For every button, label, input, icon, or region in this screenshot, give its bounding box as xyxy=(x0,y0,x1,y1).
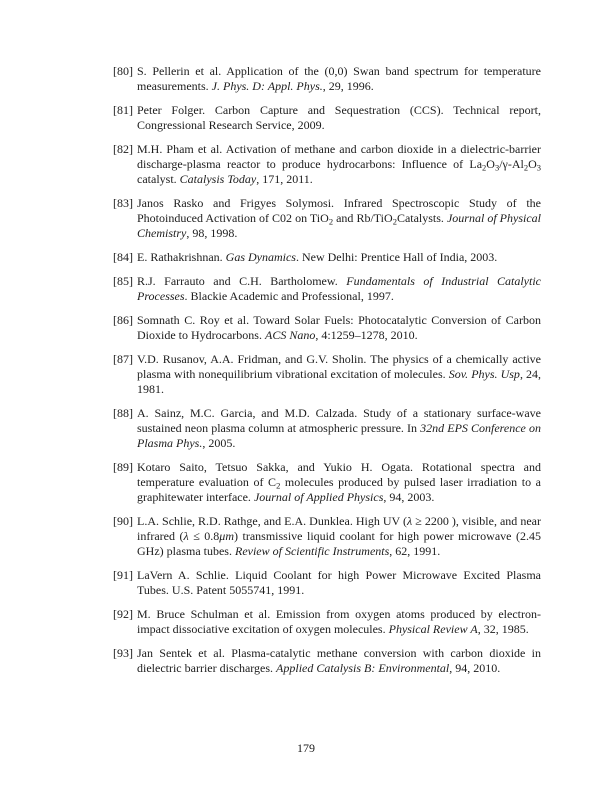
italic-text: ACS Nano xyxy=(264,328,316,342)
reference-item xyxy=(113,250,541,265)
text-run: Somnath C. Roy et al. Toward Solar Fuels: Photocatalytic Conversion of Carbon Dioxide to Hydrocarbons. xyxy=(137,313,541,342)
subscript-text: 2 xyxy=(523,162,529,173)
reference-label: [85] xyxy=(113,274,133,288)
italic-text: Journal of Applied Physics xyxy=(253,490,384,504)
text-run: and Rb/TiO xyxy=(333,211,393,225)
text-run: LaVern A. Schlie. Liquid Coolant for high Power Microwave Excited Plasma Tubes. U.S. Patent 5055741, 1991. xyxy=(137,568,541,597)
text-run: molecules produced by pulsed laser irradiation to a graphitewater interface. xyxy=(137,475,542,504)
reference-item xyxy=(113,313,541,343)
text-run: S. Pellerin et al. Application of the (0,0) Swan band spectrum for temperature measurements. xyxy=(137,64,541,93)
subscript-text: 2 xyxy=(392,216,397,227)
reference-text xyxy=(137,352,541,397)
italic-text: Sov. Phys. Usp xyxy=(448,367,520,381)
subscript-text: 2 xyxy=(328,216,334,227)
reference-text xyxy=(137,64,541,94)
text-run: , 29, 1996. xyxy=(322,79,374,93)
reference-text xyxy=(137,103,541,133)
italic-text: Fundamentals of Industrial Catalytic Processes xyxy=(137,274,541,303)
reference-item xyxy=(113,103,541,133)
text-run: O xyxy=(528,157,537,171)
italic-text: Catalysis Today xyxy=(179,172,257,186)
text-run: /γ-Al xyxy=(499,157,524,171)
italic-text: Applied Catalysis B: Environmental xyxy=(276,661,450,675)
reference-text xyxy=(137,250,541,265)
text-run: , 62, 1991. xyxy=(389,544,441,558)
text-run: catalyst. xyxy=(137,172,180,186)
italic-text: 32nd EPS Conference on Plasma Phys. xyxy=(137,421,541,450)
reference-text xyxy=(137,142,541,187)
reference-label: [86] xyxy=(113,313,133,327)
reference-text xyxy=(137,196,541,241)
page-number: 179 xyxy=(297,741,315,755)
italic-text: Journal of Physical Chemistry xyxy=(137,211,542,240)
text-run: , 24, 1981. xyxy=(137,367,541,396)
italic-text: λ xyxy=(407,514,413,528)
reference-item xyxy=(113,274,541,304)
text-run: M. Bruce Schulman et al. Emission from oxygen atoms produced by electron-impact dissociative excitation of oxygen molecules. xyxy=(137,607,541,636)
text-run: A. Sainz, M.C. Garcia, and M.D. Calzada. Study of a stationary surface-wave sustained neon plasma column at atmospheric pressure. In xyxy=(137,406,541,435)
reference-label: [87] xyxy=(113,352,133,366)
reference-label: [84] xyxy=(113,250,133,264)
text-run: , 4:1259–1278, 2010. xyxy=(315,328,418,342)
italic-text: λ xyxy=(183,529,189,543)
text-run: , 171, 2011. xyxy=(256,172,313,186)
reference-label: [93] xyxy=(113,646,133,660)
text-run: L.A. Schlie, R.D. Rathge, and E.A. Dunklea. High UV ( xyxy=(137,514,408,528)
reference-text xyxy=(137,646,541,676)
text-run: Peter Folger. Carbon Capture and Sequestration (CCS). Technical report, Congressional Research Service, 2009. xyxy=(137,103,541,132)
reference-label: [89] xyxy=(113,460,133,474)
reference-item xyxy=(113,196,541,241)
text-run: , 94, 2010. xyxy=(449,661,501,675)
reference-label: [88] xyxy=(113,406,133,420)
reference-item xyxy=(113,514,541,559)
text-run: ≥ 2200 ), visible, and near infrared ( xyxy=(137,514,541,543)
reference-text xyxy=(137,406,541,451)
subscript-text: 2 xyxy=(482,162,487,173)
reference-text xyxy=(137,514,541,559)
reference-text xyxy=(137,568,541,598)
reference-item xyxy=(113,142,541,187)
reference-label: [92] xyxy=(113,607,133,621)
reference-label: [81] xyxy=(113,103,133,117)
text-run: . New Delhi: Prentice Hall of India, 2003. xyxy=(295,250,498,264)
text-run: Jan Sentek et al. Plasma-catalytic methane conversion with carbon dioxide in dielectric barrier discharges. xyxy=(137,646,541,675)
reference-item xyxy=(113,64,541,94)
reference-text xyxy=(137,274,541,304)
text-run: E. Rathakrishnan. xyxy=(137,250,226,264)
reference-item xyxy=(113,352,541,397)
reference-item xyxy=(113,568,541,598)
text-run: M.H. Pham et al. Activation of methane and carbon dioxide in a dielectric-barrier discharge-plasma reactor to produce hydrocarbons: Influence of La xyxy=(137,142,541,171)
text-run: V.D. Rusanov, A.A. Fridman, and G.V. Sholin. The physics of a chemically active plasma with nonequilibrium vibrational excitation of molecules. xyxy=(137,352,541,381)
reference-text xyxy=(137,607,541,637)
italic-text: μm xyxy=(219,529,234,543)
italic-text: J. Phys. D: Appl. Phys. xyxy=(211,79,323,93)
reference-item xyxy=(113,607,541,637)
reference-label: [83] xyxy=(113,196,133,210)
text-run: , 94, 2003. xyxy=(383,490,435,504)
reference-label: [91] xyxy=(113,568,133,582)
text-run: Kotaro Saito, Tetsuo Sakka, and Yukio H. Ogata. Rotational spectra and temperature evaluation of C xyxy=(137,460,541,489)
reference-item xyxy=(113,460,541,505)
reference-label: [80] xyxy=(113,64,133,78)
reference-list xyxy=(113,64,541,685)
reference-label: [82] xyxy=(113,142,133,156)
reference-text xyxy=(137,460,541,505)
italic-text: Gas Dynamics xyxy=(225,250,296,264)
reference-label: [90] xyxy=(113,514,133,528)
text-run: Janos Rasko and Frigyes Solymosi. Infrared Spectroscopic Study of the Photoinduced Activation of C02 on TiO xyxy=(137,196,541,225)
text-run: O xyxy=(486,157,495,171)
text-run: , 32, 1985. xyxy=(477,622,529,636)
reference-item xyxy=(113,646,541,676)
text-run: Catalysts. xyxy=(396,211,447,225)
reference-text xyxy=(137,313,541,343)
text-run: R.J. Farrauto and C.H. Bartholomew. xyxy=(137,274,347,288)
text-run: , 2005. xyxy=(202,436,236,450)
italic-text: Physical Review A xyxy=(388,622,478,636)
text-run: . Blackie Academic and Professional, 1997. xyxy=(184,289,394,303)
text-run: ) transmissive liquid coolant for high power microwave (2.45 GHz) plasma tubes. xyxy=(137,529,541,558)
text-run: , 98, 1998. xyxy=(186,226,238,240)
italic-text: Review of Scientific Instruments xyxy=(234,544,390,558)
reference-item xyxy=(113,406,541,451)
subscript-text: 3 xyxy=(494,162,500,173)
text-run: ≤ 0.8 xyxy=(188,529,220,543)
subscript-text: 3 xyxy=(536,162,541,173)
subscript-text: 2 xyxy=(276,480,281,491)
